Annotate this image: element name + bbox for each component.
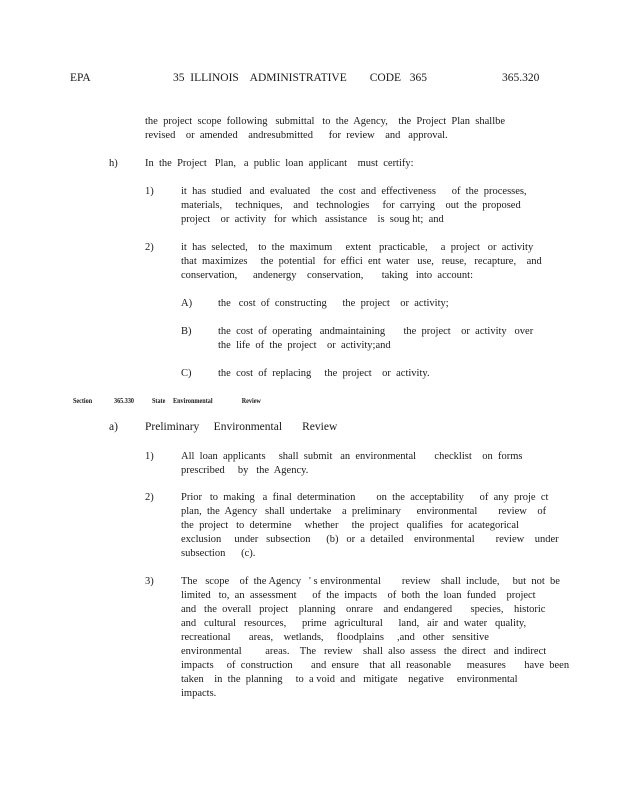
item-h2-number: 2) (145, 242, 154, 253)
item-a-label: a) (109, 421, 118, 433)
item-a3-line: The scope of the Agency ' s environmental review shall include, but not be (181, 576, 560, 587)
item-h2-line: it has selected, to the maximum extent practicable, a project or activity (181, 242, 534, 253)
header-code-title: 35 ILLINOIS ADMINISTRATIVE CODE 365 (173, 72, 427, 84)
subitem-c-line: the cost of replacing the project or activity. (218, 368, 430, 379)
header-agency: EPA (70, 72, 91, 84)
item-a3-line: environmental areas. The review shall also assess the direct and indirect (181, 646, 547, 657)
item-a1-number: 1) (145, 451, 154, 462)
intro-line: revised or amended andresubmitted for review and approval. (145, 130, 448, 141)
item-a1-line: prescribed by the Agency. (181, 465, 309, 476)
item-a2-line: Prior to making a final determination on the acceptability of any proje ct (181, 492, 549, 503)
item-a2-line: subsection (c). (181, 548, 256, 559)
item-a3-line: taken in the planning to a void and mitigate negative environmental (181, 674, 518, 685)
item-a2-line: the project to determine whether the project qualifies for acategorical (181, 520, 519, 531)
item-a3-line: and the overall project planning onrare and endangered species, historic (181, 604, 546, 615)
item-a-heading: Preliminary Environmental Review (145, 421, 338, 433)
item-a3-line: limited to, an assessment of the impacts of both the loan funded project (181, 590, 536, 601)
item-h2-line: that maximizes the potential for effici ent water use, reuse, recapture, and (181, 256, 542, 267)
subitem-c-letter: C) (181, 368, 192, 379)
subitem-b-line: the life of the project or activity;and (218, 340, 391, 351)
item-a3-line: impacts. (181, 688, 217, 699)
item-a3-line: impacts of construction and ensure that all reasonable measures have been (181, 660, 570, 671)
subitem-b-line: the cost of operating andmaintaining the project or activity over (218, 326, 534, 337)
item-h-text: In the Project Plan, a public loan applicant must certify: (145, 158, 414, 169)
subitem-b-letter: B) (181, 326, 192, 337)
item-a3-line: and cultural resources, prime agricultural land, air and water quality, (181, 618, 527, 629)
item-a1-line: All loan applicants shall submit an environmental checklist on forms (181, 451, 523, 462)
subitem-a-letter: A) (181, 298, 193, 309)
item-h1-line: materials, techniques, and technologies for carrying out the proposed (181, 200, 521, 211)
item-a2-line: plan, the Agency shall undertake a preliminary environmental review of (181, 506, 547, 517)
item-a2-line: exclusion under subsection (b) or a detailed environmental review under (181, 534, 559, 545)
item-a3-line: recreational areas, wetlands, floodplains ,and other sensitive (181, 632, 489, 643)
item-h1-number: 1) (145, 186, 154, 197)
item-a3-number: 3) (145, 576, 154, 587)
section-number: 365.330 (114, 396, 134, 405)
item-h2-line: conservation, andenergy conservation, taking into account: (181, 270, 473, 281)
header-section-number: 365.320 (502, 72, 540, 84)
item-h1-line: project or activity for which assistance is soug ht; and (181, 214, 444, 225)
section-label: Section (73, 396, 93, 405)
item-h1-line: it has studied and evaluated the cost and effectiveness of the processes, (181, 186, 527, 197)
section-title: State Environmental Review (152, 396, 261, 405)
intro-line: the project scope following submittal to the Agency, the Project Plan shallbe (145, 116, 506, 127)
item-a2-number: 2) (145, 492, 154, 503)
item-h-label: h) (109, 158, 118, 169)
subitem-a-line: the cost of constructing the project or activity; (218, 298, 449, 309)
